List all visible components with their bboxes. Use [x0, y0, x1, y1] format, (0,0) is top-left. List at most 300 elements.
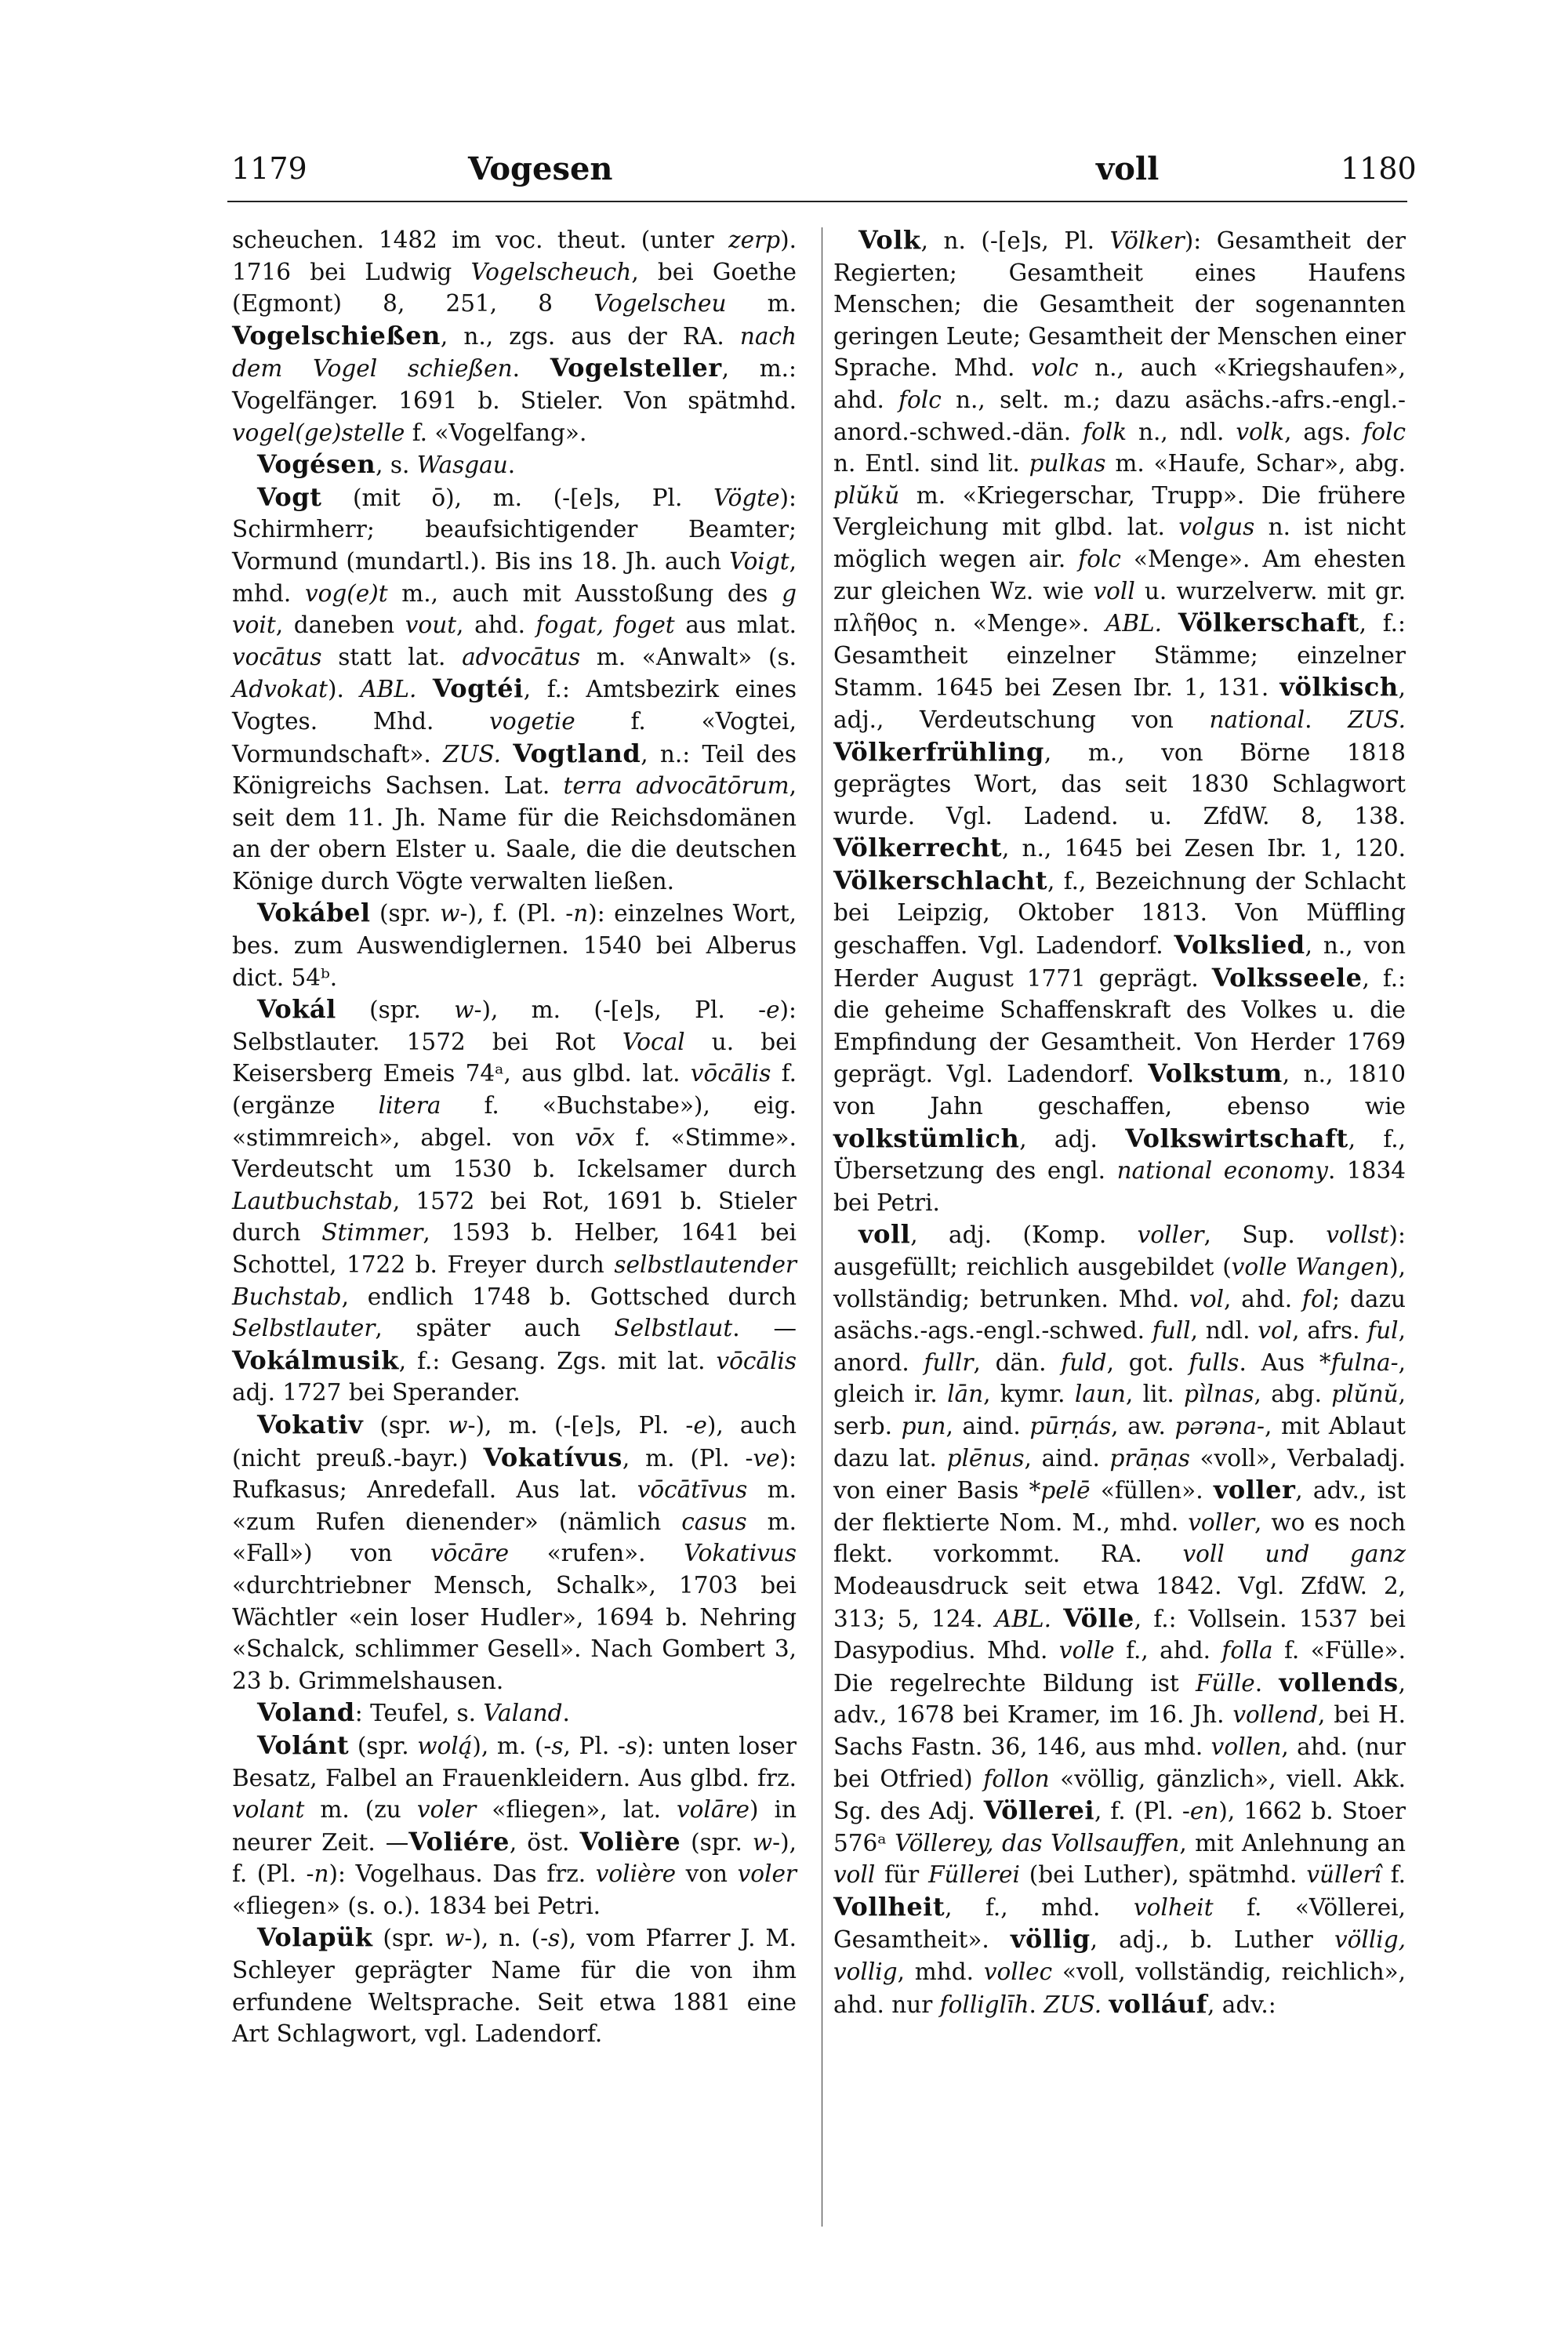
- italic-term: plēnus: [946, 1444, 1025, 1472]
- entry-text: , gleich ir.: [833, 1348, 1406, 1408]
- headword: volláuf: [1109, 1988, 1208, 2019]
- italic-term: folk: [1083, 418, 1127, 445]
- entry-text: , ahd.: [1224, 1285, 1303, 1312]
- italic-term: plŭnŭ: [1331, 1381, 1399, 1408]
- entry-text: (spr.: [363, 1411, 448, 1439]
- entry-text: [1162, 610, 1178, 637]
- italic-term: vog(e)t: [304, 579, 388, 607]
- italic-term: n: [573, 900, 589, 927]
- italic-term: volheit: [1133, 1893, 1214, 1921]
- headword: Völkerrecht: [833, 833, 1003, 863]
- entry-text: ): Gesamtheit der Regierten; Gesamtheit eines Haufens Menschen; die Gesamtheit der sogenannten geringen Leute; Gesamtheit der Menschen einer Sprache. Mhd.: [833, 227, 1406, 382]
- headword: Volkstum: [1148, 1058, 1283, 1089]
- entry-text: ), vollständig; betrunken. Mhd.: [833, 1254, 1406, 1312]
- entry-text: , got.: [1106, 1348, 1189, 1376]
- italic-term: voll und ganz: [1182, 1541, 1406, 1568]
- italic-term: volāre: [677, 1796, 750, 1824]
- entry-text: .: [1254, 1669, 1279, 1697]
- entry-text: , ndl.: [1190, 1317, 1258, 1345]
- entry-text: , n.: Teil des Königreichs Sachsen. Lat.: [232, 740, 797, 800]
- entry-text: (spr.: [681, 1828, 753, 1856]
- italic-term: Fülle: [1195, 1669, 1255, 1697]
- headword: Voliére: [408, 1826, 510, 1857]
- italic-term: n: [314, 1860, 329, 1888]
- entry-text: «völlig, gänzlich», viell. Akk. Sg. des Adj.: [833, 1765, 1406, 1825]
- italic-term: voll: [833, 1861, 876, 1889]
- entry-text: .: [1029, 1991, 1044, 2018]
- entry-text: n., auch «Kriegshaufen», ahd.: [833, 354, 1406, 413]
- entry-text: , ahd.: [456, 612, 536, 639]
- entry-text: , f.: Amtsbezirk eines Vogtes. Mhd.: [232, 676, 797, 735]
- italic-term: folliglīh: [939, 1991, 1029, 2018]
- entry-text: ): Schirmherr; beaufsichtigender Beamter; Vormund (mundartl.). Bis ins 18. Jh. auch: [232, 484, 797, 575]
- italic-term: ZUS.: [1044, 1991, 1102, 2018]
- running-head-right: voll: [1096, 151, 1160, 187]
- italic-term: w: [440, 900, 460, 927]
- dictionary-entry: [232, 897, 797, 993]
- entry-text: .: [507, 452, 516, 479]
- headword: vollends: [1279, 1667, 1399, 1697]
- entry-text: , aw.: [1111, 1412, 1175, 1439]
- entry-text: -), f. (Pl. -: [232, 1828, 797, 1888]
- entry-text: f. «Buchstabe»), eig. «stimmreich», abgel. von: [232, 1092, 797, 1151]
- entry-text: : Teufel, s.: [354, 1700, 484, 1727]
- entry-text: , abg.: [1254, 1381, 1332, 1408]
- entry-text: ; dazu asächs.-ags.-engl.-schwed.: [833, 1285, 1406, 1345]
- entry-text: , n., 1645 bei Zesen Ibr. 1, 120.: [1002, 835, 1406, 862]
- headword: Volapük: [257, 1922, 373, 1953]
- italic-term: prāṇas: [1109, 1444, 1190, 1472]
- entry-text: , f., Bezeichnung der Schlacht bei Leipzig, Oktober 1813. Von Müffling geschaffen. Vgl. Ladendorf.: [833, 867, 1406, 960]
- entry-text: aus mlat.: [674, 612, 797, 639]
- entry-text: f.: [1381, 1861, 1406, 1889]
- italic-term: wolą́: [417, 1732, 473, 1759]
- entry-text: ): Vogelhaus. Das frz.: [328, 1860, 596, 1888]
- entry-text: , n., 1810 von Jahn geschaffen, ebenso wie: [833, 1061, 1406, 1120]
- entry-text: ): Rufkasus; Anredefall. Aus lat.: [232, 1444, 797, 1504]
- italic-term: vollend: [1232, 1701, 1318, 1729]
- entry-text: m. «Fall») von: [232, 1508, 797, 1567]
- italic-term: nach dem Vogel schießen: [232, 322, 797, 383]
- entry-text: , seit dem 11. Jh. Name für die Reichsdomänen an der obern Elster u. Saale, die die deutschen Könige durch Vögte verwalten ließen.: [232, 772, 797, 895]
- entry-text: [1102, 1991, 1109, 2018]
- entry-text: , f. (Pl. -: [1094, 1798, 1190, 1825]
- italic-term: Valand: [483, 1700, 563, 1727]
- entry-text: f. (ergänze: [232, 1060, 797, 1120]
- entry-text: u. wurzelverw. mit gr. πλῆθος n. «Menge».: [833, 577, 1406, 637]
- dictionary-entry: [232, 448, 797, 481]
- italic-term: w: [448, 1411, 468, 1439]
- entry-text: , ags.: [1284, 418, 1363, 445]
- italic-term: full: [1152, 1317, 1191, 1345]
- italic-term: g voit: [232, 579, 797, 639]
- entry-text: (bei Luther), spätmhd.: [1019, 1861, 1307, 1889]
- headword: Vogtéi: [432, 673, 524, 704]
- entry-text: , bei Goethe (Egmont) 8, 251, 8: [232, 258, 797, 318]
- entry-text: m. «Kriegerschar, Trupp». Die frühere Vergleichung mit glbd. lat.: [833, 481, 1406, 541]
- italic-term: ve: [753, 1444, 780, 1472]
- italic-term: Vokativus: [684, 1540, 797, 1567]
- entry-text: «voll», Verbaladj. von einer Basis *: [833, 1444, 1406, 1504]
- italic-term: ABL.: [1105, 610, 1162, 637]
- entry-text: ), 1662 b. Stoer 576ᵃ: [833, 1798, 1406, 1857]
- entry-text: «rufen».: [509, 1540, 684, 1567]
- entry-text: , adv.:: [1207, 1991, 1276, 2018]
- headword: Vollheit: [833, 1891, 946, 1922]
- italic-term: fulls: [1189, 1348, 1240, 1376]
- entry-text: , f., mhd.: [945, 1893, 1134, 1921]
- dictionary-entry: [833, 224, 1406, 1218]
- italic-term: vogetie: [489, 707, 575, 735]
- entry-text: n., ndl.: [1127, 418, 1236, 445]
- italic-term: laun: [1074, 1381, 1126, 1408]
- right-column: [833, 224, 1406, 2020]
- entry-text: , f.: Vollsein. 1537 bei Dasypodius. Mhd.: [833, 1605, 1406, 1664]
- entry-text: , n., von Herder August 1771 geprägt.: [833, 932, 1406, 992]
- entry-text: , f.: Gesang. Zgs. mit lat.: [398, 1347, 717, 1374]
- entry-text: ): einzelnes Wort, bes. zum Auswendiglernen. 1540 bei Alberus dict. 54ᵇ.: [232, 900, 797, 991]
- italic-term: volgus: [1178, 514, 1255, 541]
- entry-text: ): unten loser Besatz, Falbel an Frauenkleidern. Aus glbd. frz.: [232, 1732, 797, 1791]
- entry-text: , aind.: [946, 1412, 1030, 1439]
- entry-text: Modeausdruck seit etwa 1842. Vgl. ZfdW. 2, 313; 5, 124.: [833, 1572, 1406, 1632]
- entry-text: statt lat.: [321, 643, 463, 670]
- entry-text: , adj. (Komp.: [910, 1221, 1138, 1249]
- dictionary-entry: [232, 1922, 797, 2049]
- entry-text: , kymr.: [983, 1381, 1075, 1408]
- italic-term: Vogelscheu: [593, 290, 727, 318]
- entry-text: , f.: Gesamtheit einzelner Stämme; einzelner Stamm. 1645 bei Zesen Ibr. 1, 131.: [833, 610, 1406, 702]
- entry-text: .: [512, 355, 550, 383]
- italic-term: pərəna-: [1174, 1412, 1265, 1439]
- entry-text: .: [562, 1700, 570, 1727]
- italic-term: ZUS.: [1348, 706, 1406, 733]
- dictionary-entry: [232, 1697, 797, 1730]
- entry-text: , f.: die geheime Schaffenskraft des Volkes u. die Empfindung der Gesamtheit. Von Herder 1769 geprägt. Vgl. Ladendorf.: [833, 964, 1406, 1088]
- italic-term: vollen: [1210, 1733, 1282, 1760]
- italic-term: Lautbuchstab: [232, 1187, 393, 1214]
- entry-text: . 1834 bei Petri.: [833, 1157, 1406, 1216]
- entry-text: von: [676, 1860, 738, 1888]
- entry-text: ), m. (-: [472, 1732, 552, 1759]
- headword: Volkslied: [1174, 930, 1305, 960]
- italic-term: Völker: [1109, 227, 1185, 254]
- headword: Vogt: [257, 481, 322, 512]
- italic-term: zerp: [728, 227, 781, 253]
- entry-text: «voll, vollständig, reichlich», ahd. nur: [833, 1958, 1406, 2018]
- headword: völkisch: [1279, 672, 1399, 702]
- entry-text: [1051, 1606, 1063, 1632]
- headword: Völlerei: [983, 1795, 1095, 1826]
- italic-term: volc: [1031, 354, 1079, 382]
- headword: Vokálmusik: [232, 1345, 399, 1375]
- italic-term: voller: [1188, 1508, 1255, 1536]
- headword: Völkerschlacht: [833, 865, 1047, 895]
- italic-term: voll: [1093, 577, 1135, 604]
- italic-term: lān: [947, 1381, 984, 1408]
- headword: völlig: [1010, 1924, 1091, 1955]
- italic-term: Stimmer: [321, 1219, 423, 1247]
- headword: voll: [858, 1219, 911, 1250]
- italic-term: Selbstlauter: [232, 1315, 376, 1342]
- italic-term: Vogelscheuch: [470, 258, 632, 285]
- italic-term: pulkas: [1029, 450, 1106, 477]
- italic-term: s: [625, 1732, 637, 1759]
- entry-text: , Sup.: [1203, 1221, 1327, 1249]
- entry-text: -), f. (Pl. -: [459, 900, 574, 927]
- italic-term: voler: [737, 1860, 797, 1888]
- entry-text: f. «Vogtei, Vormundschaft».: [232, 707, 797, 768]
- headword: Völkerschaft: [1178, 608, 1359, 638]
- entry-text: für: [875, 1861, 929, 1889]
- headword: Völle: [1063, 1602, 1134, 1633]
- entry-text: ).: [327, 676, 361, 703]
- headword: Volánt: [257, 1730, 350, 1760]
- headword: Vokábel: [257, 898, 371, 928]
- entry-text: «Menge». Am ehesten zur gleichen Wz. wie: [833, 545, 1406, 604]
- entry-text: , daneben: [275, 612, 405, 639]
- italic-term: w: [445, 1925, 465, 1952]
- headword: Vogésen: [257, 449, 376, 480]
- entry-text: «füllen».: [1090, 1477, 1214, 1504]
- headword: Vokál: [257, 994, 336, 1025]
- entry-text: f. «Stimme». Verdeutscht um 1530 b. Ickelsamer durch: [232, 1123, 797, 1183]
- italic-term: vōcālis: [690, 1060, 771, 1087]
- headword: Voland: [257, 1697, 355, 1728]
- header-rule: [227, 201, 1407, 202]
- italic-term: e: [693, 1411, 707, 1439]
- entry-text: m. «Haufe, Schar», abg.: [1105, 450, 1406, 477]
- entry-text: , dän.: [973, 1348, 1062, 1376]
- entry-text: m., auch mit Ausstoßung des: [387, 579, 782, 607]
- dictionary-entry: [833, 1218, 1406, 2020]
- entry-text: , s.: [376, 452, 417, 479]
- entry-text: u. bei Keisersberg Emeis 74ᵃ, aus glbd. lat.: [232, 1028, 797, 1087]
- entry-text: , 1572 bei Rot, 1691 b. Stieler durch: [232, 1187, 797, 1247]
- headword: Vokatívus: [483, 1442, 622, 1472]
- italic-term: pelē: [1040, 1477, 1091, 1504]
- entry-text: , n., zgs. aus der RA.: [440, 322, 740, 350]
- headword: Vogelschießen: [232, 320, 441, 350]
- italic-term: vol: [1258, 1317, 1293, 1345]
- headword: Volkswirtschaft: [1125, 1123, 1348, 1153]
- entry-text: (mit ō), m. (-[e]s, Pl.: [321, 484, 713, 511]
- entry-text: , n. (-[e]s, Pl.: [920, 227, 1110, 254]
- entry-text: , afrs.: [1292, 1317, 1368, 1345]
- italic-term: fullr: [924, 1348, 974, 1376]
- entry-text: , f., Übersetzung des engl.: [833, 1125, 1406, 1185]
- headword: voller: [1213, 1475, 1296, 1505]
- italic-term: volle Wangen: [1231, 1254, 1390, 1280]
- headword: Vogelsteller: [550, 353, 722, 383]
- entry-text: , ahd. (nur bei Otfried): [833, 1733, 1406, 1792]
- italic-term: volière: [595, 1860, 677, 1888]
- italic-term: pìlnas: [1184, 1381, 1254, 1408]
- italic-term: w: [454, 996, 474, 1024]
- left-column: [232, 224, 797, 2050]
- entry-text: , anord.: [833, 1317, 1406, 1376]
- italic-term: e: [766, 996, 780, 1024]
- italic-term: follon: [983, 1765, 1050, 1792]
- entry-text: , adj., b. Luther: [1090, 1926, 1334, 1954]
- italic-term: völlig, vollig: [833, 1926, 1406, 1986]
- italic-term: en: [1189, 1798, 1219, 1825]
- entry-text: , bei H. Sachs Fastn. 36, 146, aus mhd.: [833, 1701, 1406, 1760]
- italic-term: vōcātīvus: [637, 1476, 748, 1504]
- italic-term: casus: [681, 1508, 747, 1535]
- entry-text: f. «Vogelfang».: [405, 419, 587, 446]
- italic-term: Vögte: [713, 484, 780, 511]
- dictionary-entry: [232, 481, 797, 898]
- entry-text: , lit.: [1125, 1381, 1185, 1408]
- italic-term: pūrṇás: [1029, 1412, 1112, 1439]
- headword: Vokativ: [257, 1409, 364, 1439]
- headword: Vogtland: [513, 738, 641, 768]
- italic-term: vōcālis: [716, 1347, 797, 1374]
- entry-text: ): Selbstlauter. 1572 bei Rot: [232, 996, 797, 1055]
- entry-text: , serb.: [833, 1381, 1406, 1439]
- entry-text: n., selt. m.; dazu asächs.-afrs.-engl.-anord.-schwed.-dän.: [833, 386, 1406, 445]
- headword: Volk: [858, 225, 921, 255]
- entry-text: , adj., Verdeutschung von: [833, 674, 1406, 733]
- italic-term: volk: [1236, 418, 1285, 445]
- italic-term: plŭkŭ: [833, 481, 900, 509]
- italic-term: vol: [1189, 1285, 1225, 1312]
- italic-term: folla: [1221, 1637, 1273, 1664]
- headword: Volksseele: [1211, 962, 1363, 993]
- italic-term: folc: [898, 386, 942, 413]
- italic-term: fol: [1302, 1285, 1333, 1312]
- headword: Volière: [579, 1826, 681, 1857]
- italic-term: vout: [405, 612, 457, 639]
- italic-term: Selbstlaut: [614, 1315, 733, 1342]
- italic-term: selbstlautender Buchstab: [232, 1251, 797, 1310]
- page-number-right: 1180: [1341, 151, 1417, 186]
- entry-text: «durchtriebner Mensch, Schalk», 1703 bei Wächtler «ein loser Hudler», 1694 b. Nehring «Schalck, schlimmer Gesell». Nach Gombert 3, 23 b. Grimmelshausen.: [232, 1571, 797, 1694]
- entry-text: m. «Anwalt» (s.: [580, 643, 797, 670]
- italic-term: Füllerei: [928, 1861, 1020, 1889]
- italic-term: ful: [1367, 1317, 1399, 1345]
- entry-text: , adv., ist der flektierte Nom. M., mhd.: [833, 1477, 1406, 1536]
- italic-term: Wasgau: [416, 452, 508, 479]
- entry-text: . Aus *: [1239, 1348, 1331, 1376]
- entry-text: , mhd.: [897, 1958, 984, 1986]
- headword: volkstümlich: [833, 1123, 1020, 1153]
- entry-text: «fliegen», lat.: [476, 1796, 677, 1824]
- italic-term: national economy: [1116, 1157, 1328, 1185]
- italic-term: Advokat: [232, 676, 328, 703]
- entry-text: , mhd.: [232, 547, 797, 607]
- entry-text: m. (zu: [304, 1796, 417, 1824]
- italic-term: Vocal: [622, 1028, 685, 1055]
- italic-term: voler: [416, 1796, 477, 1824]
- entry-text: m.: [726, 290, 797, 318]
- dictionary-entry: [232, 993, 797, 1409]
- dictionary-entry: [232, 1409, 797, 1697]
- entry-text: f., ahd.: [1114, 1637, 1222, 1664]
- italic-term: vocātus: [232, 643, 322, 670]
- italic-term: terra advocātōrum: [563, 772, 789, 800]
- italic-term: fogat, foget: [535, 612, 675, 639]
- italic-term: Völlerey, das Vollsauffen: [895, 1829, 1180, 1857]
- entry-text: . —: [732, 1315, 797, 1342]
- entry-text: n. Entl. sind lit.: [833, 450, 1029, 477]
- entry-text: (spr.: [370, 900, 441, 927]
- entry-text: , mit Anlehnung an: [1179, 1829, 1406, 1857]
- entry-text: , m. (Pl. -: [622, 1444, 753, 1472]
- italic-term: advocātus: [462, 643, 581, 670]
- entry-text: n. ist nicht möglich wegen air.: [833, 514, 1406, 572]
- italic-term: vollec: [983, 1958, 1053, 1986]
- entry-text: , öst.: [509, 1828, 580, 1856]
- italic-term: vüllerî: [1306, 1861, 1381, 1889]
- entry-text: (spr.: [349, 1732, 418, 1759]
- entry-text: , endlich 1748 b. Gottsched durch: [341, 1283, 797, 1310]
- entry-text: ), vom Pfarrer J. M. Schleyer geprägter Name für die von ihm erfundene Weltsprache. Seit etwa 1881 eine Art Schlagwort, vgl. Ladendorf.: [232, 1925, 797, 2048]
- entry-text: , Pl. -: [563, 1732, 626, 1759]
- entry-text: ). 1716 bei Ludwig: [232, 227, 797, 285]
- entry-text: adj. 1727 bei Sperander.: [232, 1379, 521, 1406]
- entry-text: , adj.: [1019, 1125, 1126, 1152]
- entry-text: , m.: Vogelfänger. 1691 b. Stieler. Von spätmhd.: [232, 355, 797, 414]
- entry-text: f. «Fülle». Die regelrechte Bildung ist: [833, 1637, 1406, 1697]
- entry-text: (spr.: [372, 1925, 445, 1952]
- italic-term: folc: [1078, 545, 1121, 572]
- entry-text: [416, 676, 433, 702]
- entry-text: «fliegen» (s. o.). 1834 bei Petri.: [232, 1892, 601, 1919]
- italic-term: Voigt: [729, 547, 789, 575]
- entry-text: , adv., 1678 bei Kramer, im 16. Jh.: [833, 1669, 1406, 1729]
- entry-text: , wo es noch flekt. vorkommt. RA.: [833, 1508, 1406, 1568]
- italic-term: ABL.: [995, 1605, 1051, 1632]
- dictionary-entry: [232, 1730, 797, 1922]
- entry-text: f. «Völlerei, Gesamtheit».: [833, 1893, 1406, 1954]
- italic-term: w: [752, 1828, 773, 1856]
- entry-text: (spr.: [336, 996, 455, 1024]
- entry-text: ): ausgefüllt; reichlich ausgebildet (: [833, 1221, 1406, 1280]
- headword: Völkerfrühling: [833, 736, 1044, 767]
- italic-term: vollst: [1326, 1221, 1389, 1249]
- entry-text: , später auch: [375, 1315, 615, 1342]
- entry-text: -), m. (-[e]s, Pl. -: [467, 1411, 694, 1439]
- entry-text: scheuchen. 1482 im voc. theut. (unter: [232, 227, 729, 253]
- entry-text: , 1593 b. Helber, 1641 bei Schottel, 1722 b. Freyer durch: [232, 1219, 797, 1278]
- entry-text: ) in neurer Zeit. —: [232, 1796, 797, 1856]
- italic-term: voller: [1137, 1221, 1204, 1249]
- italic-term: fulna-: [1330, 1348, 1399, 1376]
- entry-text: , mit Ablaut dazu lat.: [833, 1412, 1406, 1472]
- italic-term: vogel(ge)stelle: [232, 419, 405, 446]
- italic-term: litera: [378, 1092, 441, 1120]
- page-number-left: 1179: [231, 151, 307, 186]
- italic-term: vōcāre: [430, 1540, 510, 1567]
- entry-text: , m., von Börne 1818 geprägtes Wort, das seit 1830 Schlagwort wurde. Vgl. Ladend. u. ZfdW. 8, 138.: [833, 739, 1406, 829]
- italic-term: folc: [1363, 418, 1406, 445]
- italic-term: national: [1209, 706, 1305, 733]
- running-head-left: Vogesen: [468, 151, 613, 187]
- entry-text: -), n. (-: [464, 1925, 549, 1952]
- entry-text: [501, 741, 513, 768]
- italic-term: volant: [232, 1796, 305, 1824]
- dictionary-entry: [232, 224, 797, 448]
- italic-term: volle: [1058, 1637, 1115, 1664]
- entry-text: .: [1305, 706, 1348, 733]
- entry-text: m. «zum Rufen dienender» (nämlich: [232, 1476, 797, 1535]
- entry-text: , aind.: [1024, 1444, 1110, 1472]
- italic-term: pun: [901, 1412, 946, 1439]
- entry-text: ), auch (nicht preuß.-bayr.): [232, 1411, 797, 1472]
- italic-term: fuld: [1061, 1348, 1107, 1376]
